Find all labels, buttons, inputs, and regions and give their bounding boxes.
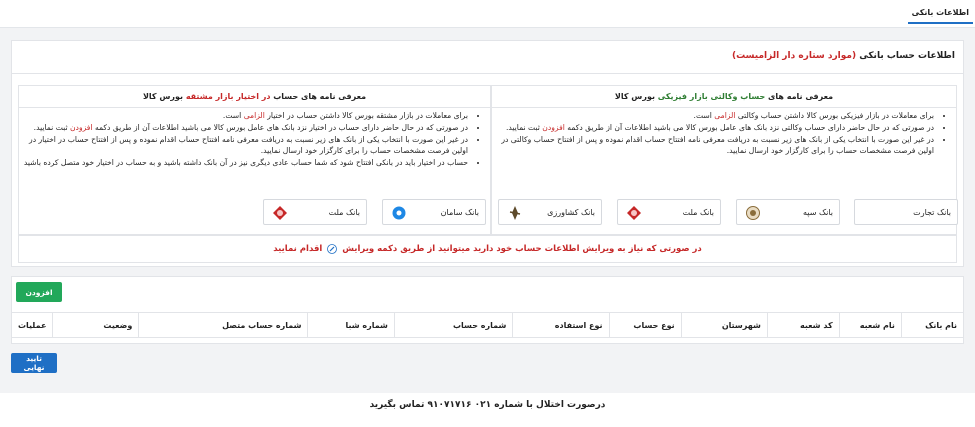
sepah-logo-icon xyxy=(745,205,761,221)
table-header-row xyxy=(12,313,963,338)
section-title xyxy=(732,51,955,61)
column-header: شماره شبا xyxy=(308,313,394,338)
column-header: عملیات xyxy=(12,313,53,338)
column-header: نام شعبه xyxy=(839,313,901,338)
accounts-table xyxy=(12,312,963,338)
column-header: شهرستان xyxy=(681,313,767,338)
top-bar xyxy=(0,0,975,28)
column-header: نام بانک xyxy=(901,313,963,338)
required-note: (موارد ستاره دار الزامیست) xyxy=(731,51,857,61)
bank-button-sepah[interactable]: بانک سپه xyxy=(736,199,840,225)
support-footer: درصورت اختلال با شماره ۰۲۱ ۹۱۰۷۱۷۱۶ تماس بگیرید xyxy=(0,393,975,427)
column-header: نوع حساب xyxy=(609,313,681,338)
column-header: شماره حساب متصل xyxy=(139,313,308,338)
list-item: • در غیر این صورت با انتخاب یکی از بانک های زیر نسبت به دریافت معرفی نامه افتتاح حساب اقدام نموده و پس از افتتاح حساب در اختیار در اولین فرصت مشخصات حساب را برای کارگزار خود ارسال نمایید. xyxy=(20,134,468,158)
section-title-text: اطلاعات حساب بانکی xyxy=(859,51,955,61)
final-confirm-button[interactable]: تایید نهایی xyxy=(11,353,57,373)
bank-info-card xyxy=(11,40,964,267)
list-item: • در صورتی که در حال حاضر دارای حساب در اختیار نزد بانک های عامل بورس کالا می باشید اطلاعات آن از طریق دکمه افزودن ثبت نمایید. xyxy=(20,122,468,134)
physical-notes xyxy=(494,110,952,157)
bank-button-mellat[interactable]: بانک ملت xyxy=(617,199,721,225)
tab-bank-info[interactable]: اطلاعات بانکی xyxy=(908,8,973,24)
mellat-logo-icon xyxy=(272,205,288,221)
keshavarzi-logo-icon xyxy=(507,205,523,221)
derivative-notes xyxy=(20,110,486,169)
edit-icon xyxy=(327,244,337,254)
divider xyxy=(12,73,963,74)
add-account-button[interactable]: افزودن xyxy=(16,282,62,302)
list-item: • در غیر این صورت با انتخاب یکی از بانک های زیر نسبت به دریافت معرفی نامه افتتاح حساب اقدام نموده و پس از افتتاح حساب وکالتی در اولین فرصت مشخصات حساب را برای کارگزار خود ارسال نمایید. xyxy=(494,134,934,158)
accounts-card xyxy=(11,276,964,344)
physical-panel-header: معرفی نامه های حساب وکالتی بازار فیزیکی بورس کالا xyxy=(492,86,956,108)
list-item: • برای معاملات در بازار فیزیکی بورس کالا داشتن حساب وکالتی الزامی است. xyxy=(494,110,934,122)
list-item: • برای معاملات در بازار مشتقه بورس کالا داشتن حساب در اختیار الزامی است. xyxy=(20,110,468,122)
bank-button-saman[interactable]: بانک سامان xyxy=(382,199,486,225)
bank-button-keshavarzi[interactable]: بانک کشاورزی xyxy=(498,199,602,225)
column-header: نوع استفاده xyxy=(513,313,609,338)
mellat-logo-icon xyxy=(626,205,642,221)
bank-buttons-row xyxy=(12,199,963,225)
column-header: کد شعبه xyxy=(767,313,839,338)
list-item: • حساب در اختیار باید در بانکی افتتاح شود که شما حساب عادی دیگری نیز در آن بانک داشته باشید و به حساب در اختیار خود متصل کرده باشید xyxy=(20,157,468,169)
edit-notice: در صورتی که نیاز به ویرایش اطلاعات حساب خود دارید میتوانید از طریق دکمه ویرایش اقدام نمایید xyxy=(18,235,957,263)
column-header: شماره حساب xyxy=(394,313,512,338)
bank-button-tejarat[interactable]: بانک تجارت xyxy=(854,199,958,225)
bank-button-mellat-2[interactable]: بانک ملت xyxy=(263,199,367,225)
list-item: • در صورتی که در حال حاضر دارای حساب وکالتی نزد بانک های عامل بورس کالا می باشید اطلاعات آن از طریق دکمه افزودن ثبت نمایید. xyxy=(494,122,934,134)
saman-logo-icon xyxy=(391,205,407,221)
derivative-panel-header: معرفی نامه های حساب در اختیار بازار مشتقه بورس کالا xyxy=(19,86,490,108)
column-header: وضعیت xyxy=(53,313,139,338)
